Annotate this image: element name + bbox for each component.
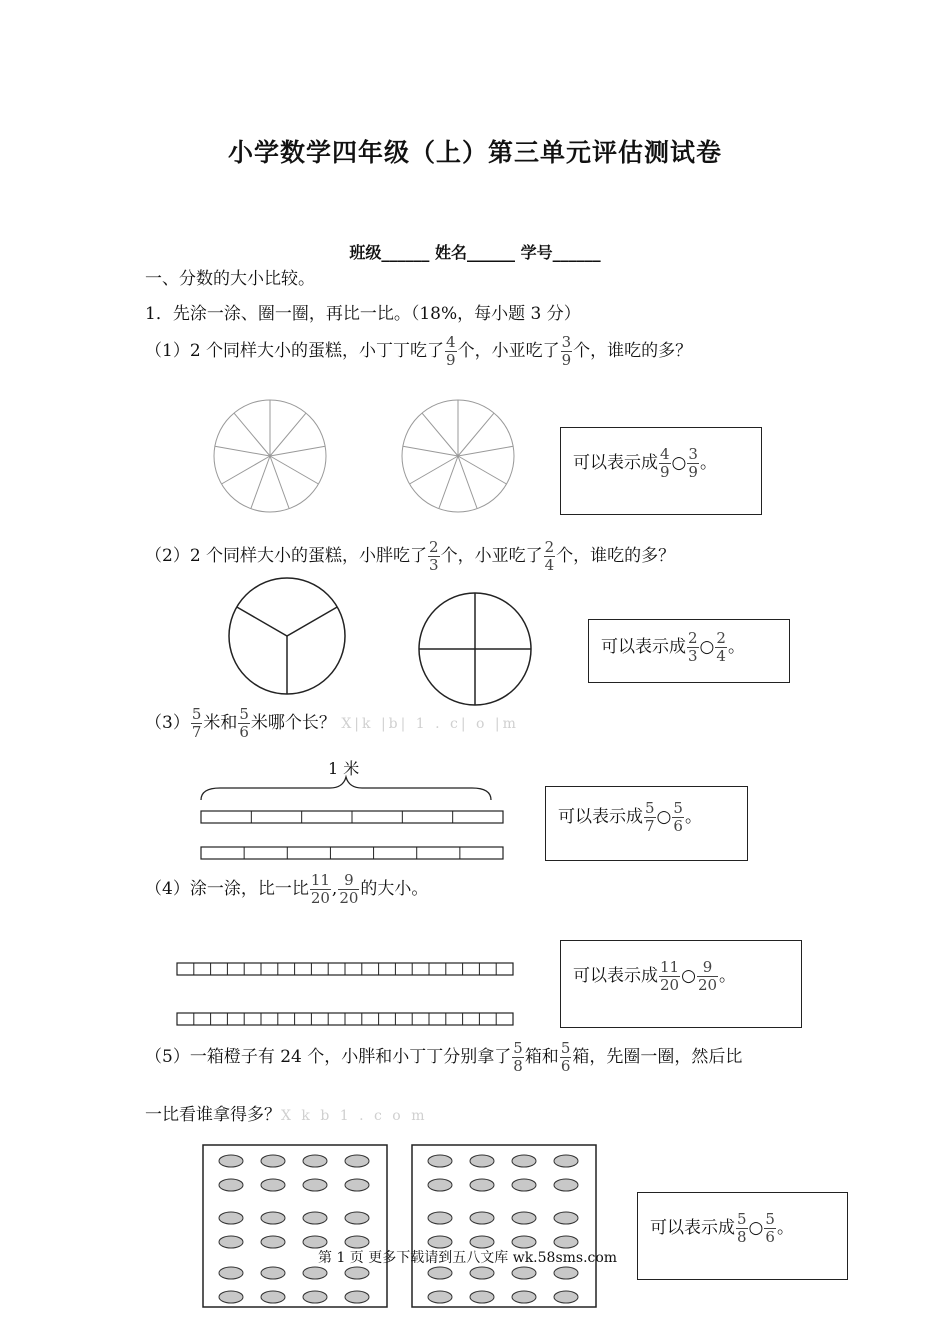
compare-circle[interactable]: ○ bbox=[681, 966, 696, 986]
orange bbox=[470, 1212, 494, 1224]
cake-slice-line bbox=[222, 456, 270, 484]
bar-twentieths-1 bbox=[176, 962, 514, 976]
watermark: X k b 1 . c o m bbox=[281, 1108, 428, 1124]
brace-label: 1 米 bbox=[328, 759, 360, 778]
orange bbox=[554, 1291, 578, 1303]
orange bbox=[470, 1179, 494, 1191]
cake-ninths-2 bbox=[401, 399, 515, 513]
orange bbox=[219, 1212, 243, 1224]
cake-slice-line bbox=[270, 446, 325, 456]
bar-sevenths bbox=[200, 810, 504, 824]
cake-ninths-1 bbox=[213, 399, 327, 513]
problem-3-text: （3） $\frac{5}{7}$ 米和 $\frac{5}{6}$ 米哪个长？ X|k |b| 1 . c| o |m bbox=[145, 705, 519, 741]
compare-circle[interactable]: ○ bbox=[699, 637, 715, 657]
answer-box-2: 可以表示成 $\frac{2}{3}$ ○ $\frac{2}{4}$ 。 bbox=[588, 619, 790, 683]
page-title: 小学数学四年级（上）第三单元评估测试卷 bbox=[227, 138, 722, 167]
answer-box-3: 可以表示成 $\frac{5}{7}$ ○ $\frac{5}{6}$ 。 bbox=[545, 786, 748, 861]
problem-5-text: （5）一箱橙子有 24 个，小胖和小丁丁分别拿了 $\frac{5}{8}$ 箱和 $\frac{5}{6}$ 箱，先圈一圈，然后比 bbox=[145, 1039, 743, 1075]
orange bbox=[345, 1212, 369, 1224]
cake-slice-line bbox=[439, 456, 458, 509]
orange bbox=[428, 1267, 452, 1279]
orange bbox=[219, 1267, 243, 1279]
cake-slice-line bbox=[403, 446, 458, 456]
bar-twentieths-2 bbox=[176, 1012, 514, 1026]
problem-1-text: （1）2 个同样大小的蛋糕，小丁丁吃了 $\frac{4}{9}$ 个，小亚吃了 $\frac{3}{9}$ 个，谁吃的多？ bbox=[145, 333, 693, 369]
watermark: X|k |b| 1 . c| o |m bbox=[341, 716, 519, 732]
cake-slice-line bbox=[458, 456, 506, 484]
orange bbox=[219, 1291, 243, 1303]
orange bbox=[303, 1291, 327, 1303]
compare-circle[interactable]: ○ bbox=[748, 1218, 764, 1238]
orange bbox=[554, 1179, 578, 1191]
orange bbox=[345, 1291, 369, 1303]
orange bbox=[219, 1155, 243, 1167]
orange bbox=[345, 1179, 369, 1191]
answer-box-5: 可以表示成 $\frac{5}{8}$ ○ $\frac{5}{6}$ 。 bbox=[637, 1192, 848, 1280]
orange bbox=[219, 1236, 243, 1248]
cake-slice-line bbox=[458, 456, 477, 509]
orange bbox=[512, 1212, 536, 1224]
cake-quarters bbox=[418, 592, 532, 706]
cake-slice-line bbox=[234, 413, 270, 456]
problem-5-line-2: 一比看谁拿得多？X k b 1 . c o m bbox=[145, 1105, 428, 1125]
orange bbox=[470, 1291, 494, 1303]
orange bbox=[470, 1155, 494, 1167]
cake-slice-line bbox=[422, 413, 458, 456]
orange bbox=[512, 1267, 536, 1279]
cake-slice-line bbox=[270, 413, 306, 456]
bar-outline bbox=[201, 847, 503, 859]
orange bbox=[428, 1212, 452, 1224]
orange bbox=[512, 1291, 536, 1303]
cake-slice-line bbox=[270, 456, 318, 484]
bar-sixths bbox=[200, 846, 504, 860]
problem-4-text: （4）涂一涂，比一比 $\frac{11}{20}$ , $\frac{9}{20}$ 的大小。 bbox=[145, 871, 429, 907]
orange bbox=[261, 1179, 285, 1191]
section-heading: 一、分数的大小比较。 bbox=[145, 269, 315, 289]
orange bbox=[345, 1155, 369, 1167]
orange bbox=[512, 1179, 536, 1191]
orange bbox=[303, 1155, 327, 1167]
orange bbox=[303, 1212, 327, 1224]
orange bbox=[303, 1179, 327, 1191]
orange bbox=[303, 1267, 327, 1279]
orange bbox=[428, 1179, 452, 1191]
orange bbox=[345, 1267, 369, 1279]
answer-box-4: 可以表示成 $\frac{11}{20}$ ○ $\frac{9}{20}$ 。 bbox=[560, 940, 802, 1028]
cake-slice-line bbox=[458, 413, 494, 456]
orange bbox=[428, 1155, 452, 1167]
orange bbox=[470, 1267, 494, 1279]
orange bbox=[554, 1155, 578, 1167]
fraction: $\frac{4}{9}$ bbox=[446, 333, 456, 369]
fraction: $\frac{3}{9}$ bbox=[561, 333, 572, 369]
crate-outline bbox=[412, 1145, 596, 1307]
one-meter-brace bbox=[200, 776, 492, 802]
orange bbox=[554, 1212, 578, 1224]
problem-2-text: （2）2 个同样大小的蛋糕，小胖吃了 $\frac{2}{3}$ 个，小亚吃了 $\frac{2}{4}$ 个，谁吃的多？ bbox=[145, 538, 676, 574]
orange bbox=[554, 1267, 578, 1279]
orange bbox=[219, 1179, 243, 1191]
compare-circle[interactable]: ○ bbox=[671, 453, 687, 473]
cake-thirds bbox=[228, 577, 346, 695]
compare-circle[interactable]: ○ bbox=[656, 807, 672, 827]
question-heading: 1．先涂一涂、圈一圈，再比一比。（18%，每小题 3 分） bbox=[145, 304, 581, 324]
cake-slice-line bbox=[270, 456, 289, 509]
answer-box-1: 可以表示成 $\frac{4}{9}$ ○ $\frac{3}{9}$ 。 bbox=[560, 427, 762, 515]
orange-box-1 bbox=[202, 1144, 388, 1308]
orange bbox=[428, 1291, 452, 1303]
orange bbox=[261, 1155, 285, 1167]
orange bbox=[261, 1267, 285, 1279]
student-info-line: 班级______ 姓名______ 学号______ bbox=[349, 243, 601, 262]
cake-slice-line bbox=[458, 446, 513, 456]
crate-outline bbox=[203, 1145, 387, 1307]
orange bbox=[261, 1236, 285, 1248]
page-footer: 第 1 页 更多下载请到五八文库 wk.58sms.com bbox=[318, 1250, 618, 1266]
orange bbox=[261, 1291, 285, 1303]
orange bbox=[512, 1155, 536, 1167]
orange-box-2 bbox=[411, 1144, 597, 1308]
orange bbox=[261, 1212, 285, 1224]
cake-slice-line bbox=[215, 446, 270, 456]
cake-slice-line bbox=[410, 456, 458, 484]
cake-slice-line bbox=[251, 456, 270, 509]
